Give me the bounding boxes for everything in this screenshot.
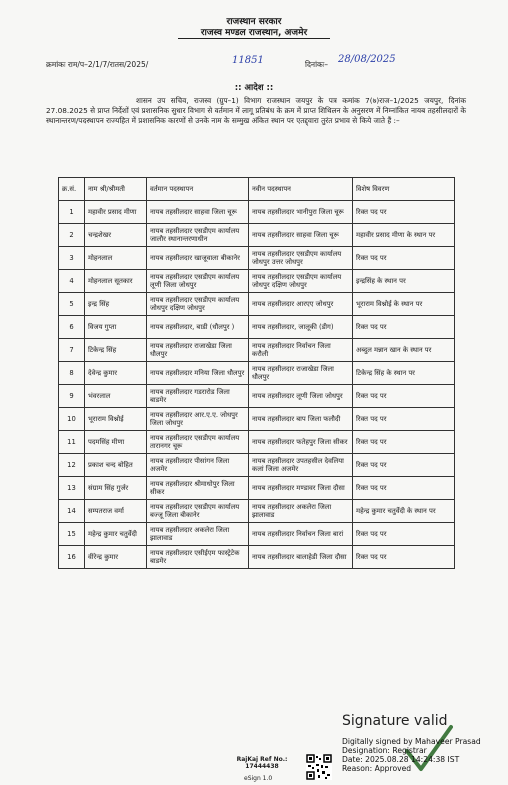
cell-serial: 2 [59,224,85,247]
cell-remarks: इन्द्रसिंह के स्थान पर [353,270,455,293]
cell-serial: 3 [59,247,85,270]
table-row [59,224,455,247]
cell-serial: 8 [59,362,85,385]
table-row [59,270,455,293]
cell-remarks: टिकेन्द्र सिंह के स्थान पर [353,362,455,385]
cell-remarks: रिक्त पद पर [353,454,455,477]
table-row [59,454,455,477]
cell-name: इन्द्र सिंह [85,293,147,316]
cell-new-posting: नायब तहसीलदार बालाहेडी जिला दौसा [249,546,353,569]
cell-name: भूराराम विश्नोई [85,408,147,431]
cell-name: महावीर प्रसाद मीणा [85,201,147,224]
esign-version: eSign 1.0 [244,775,273,782]
col-header-current-posting: वर्तमान पदस्थापन [147,178,249,201]
col-header-serial: क्र.सं. [59,178,85,201]
cell-name: टिकेन्द्र सिंह [85,339,147,362]
table-row [59,316,455,339]
table-row [59,293,455,316]
date-handwritten: 28/08/2025 [338,54,396,65]
order-title: :: आदेश :: [234,83,274,93]
cell-new-posting: नायब तहसीलदार एसडीएम कार्यालय जोधपुर दक्षिण जोधपुर [249,270,353,293]
signature-valid-title: Signature valid [342,713,448,729]
col-header-name: नाम श्री/श्रीमती [85,178,147,201]
table-row [59,201,455,224]
cell-current-posting: नायब तहसीलदार एसडीएम कार्यालय जोधपुर दक्षिण जोधपुर [147,293,249,316]
qr-code-icon [306,754,332,780]
cell-new-posting: नायब तहसीलदार एसडीएम कार्यालय जोधपुर उत्तर जोधपुर [249,247,353,270]
cell-name: पदमसिंह मीणा [85,431,147,454]
cell-serial: 7 [59,339,85,362]
rajkaj-ref-label: RajKaj Ref No.: [236,756,288,763]
cell-serial: 11 [59,431,85,454]
cell-new-posting: नायब तहसीलदार भानीपुरा जिला चूरू [249,201,353,224]
cell-current-posting: नायब तहसीलदार राजाखेडा जिला धौलपुर [147,339,249,362]
table-row [59,500,455,523]
cell-new-posting: नायब तहसीलदार राजाखेडा जिला धौलपुर [249,362,353,385]
cell-remarks: भूराराम विश्नोई के स्थान पर [353,293,455,316]
cell-serial: 16 [59,546,85,569]
cell-remarks: रिक्त पद पर [353,316,455,339]
cell-new-posting: नायब तहसीलदार अकलेरा जिला झालावाड [249,500,353,523]
cell-serial: 15 [59,523,85,546]
cell-remarks: रिक्त पद पर [353,247,455,270]
reference-number-handwritten: 11851 [232,55,264,66]
cell-current-posting: नायब तहसीलदार एसीईएम फास्ट्रेटेक बाडमेर [147,546,249,569]
digital-signature-block [337,713,507,783]
cell-current-posting: नायब तहसीलदार अकलेरा जिला झालावाड [147,523,249,546]
rajkaj-reference [232,756,292,770]
cell-name: संग्राम सिंह गुर्जर [85,477,147,500]
header-underline [178,38,330,39]
col-header-remarks: विशेष विवरण [353,178,455,201]
cell-remarks: रिक्त पद पर [353,546,455,569]
table-row [59,546,455,569]
cell-remarks: रिक्त पद पर [353,201,455,224]
cell-name: महेन्द्र कुमार चतुर्वेदी [85,523,147,546]
cell-new-posting: नायब तहसीलदार साहवा जिला चूरू [249,224,353,247]
cell-new-posting: नायब तहसीलदार निर्वाचन जिला बारां [249,523,353,546]
header-board: राजस्व मण्डल राजस्थान, अजमेर [200,28,308,38]
cell-name: भंवरलाल [85,385,147,408]
cell-serial: 5 [59,293,85,316]
table-row [59,362,455,385]
date-label: दिनांकः– [305,60,329,69]
cell-current-posting: नायब तहसीलदार श्रीमाधोपुर जिला सीकर [147,477,249,500]
cell-current-posting: नायब तहसीलदार एसडीएम कार्यालय तारानगर चूरू [147,431,249,454]
cell-remarks: महेन्द्र कुमार चतुर्वेदी के स्थान पर [353,500,455,523]
cell-remarks: महावीर प्रसाद मीणा के स्थान पर [353,224,455,247]
cell-current-posting: नायब तहसीलदार एसडीएम कार्यालय लूणी जिला जोधपुर [147,270,249,293]
signature-signer: Digitally signed by Mahaveer Prasad [342,737,481,746]
cell-name: प्रकाश चन्द बोहित [85,454,147,477]
cell-serial: 9 [59,385,85,408]
cell-new-posting: नायब तहसीलदार निर्वाचन जिला करौली [249,339,353,362]
cell-remarks: रिक्त पद पर [353,385,455,408]
cell-name: चन्द्रशेखर [85,224,147,247]
cell-serial: 1 [59,201,85,224]
cell-current-posting: नायब तहसीलदार खाजूवाला बीकानेर [147,247,249,270]
cell-serial: 4 [59,270,85,293]
cell-new-posting: नायब तहसीलदार उपतहसील देवलिया कलां जिला अजमेर [249,454,353,477]
cell-remarks: रिक्त पद पर [353,408,455,431]
cell-serial: 10 [59,408,85,431]
cell-new-posting: नायब तहसीलदार, जालूकी (डीग) [249,316,353,339]
signature-designation: Designation: Registrar [342,746,427,755]
cell-new-posting: नायब तहसीलदार लूणी जिला जोधपुर [249,385,353,408]
reference-number-label: क्रमांकः राम/प–2/1/7/रातस/2025/ [46,60,149,69]
signature-reason: Reason: Approved [342,764,412,773]
cell-serial: 6 [59,316,85,339]
signature-date: Date: 2025.08.28 14:24:38 IST [342,755,460,764]
col-header-new-posting: नवीन पदस्थापन [249,178,353,201]
cell-name: मोहनलाल [85,247,147,270]
cell-new-posting: नायब तहसीलदार मण्डावर जिला दौसा [249,477,353,500]
table-header-row [59,178,455,201]
table-body [59,201,455,569]
cell-current-posting: नायब तहसीलदार एसडीएम कार्यालय बज्जू जिला बीकानेर [147,500,249,523]
order-body-paragraph: शासन उप सचिव, राजस्व (ग्रुप–1) विभाग राजस्थान जयपुर के पत्र कमांक 7(७)राज–1/2025 जयपुर, दिनांक 27.08.2025 से प्राप्त निर्देशों एवं प्रशासनिक सुधार विभाग से वर्तमान में लागू प्रतिबंध के क्रम में प्राप्त शिथिलन के अनुसरण में निम्नांकित नायब तहसीलदारों के स्थानान्तरण/पदस्थापन राज्यहित में प्रशासनिक कारणों से उनके नाम के सम्मुख अंकित स्थान पर एतद्द्वारा तुरंत प्रभाव से किये जाते हैं :– [46,96,466,125]
table-row [59,523,455,546]
cell-new-posting: नायब तहसीलदार बाप जिला फलौदी [249,408,353,431]
cell-new-posting: नायब तहसीलदार फतेहपुर जिला सीकर [249,431,353,454]
cell-serial: 12 [59,454,85,477]
cell-current-posting: नायब तहसीलदार साहवा जिला चूरू [147,201,249,224]
cell-current-posting: नायब तहसीलदार, बाडी (धौलपुर ) [147,316,249,339]
table-row [59,247,455,270]
table-row [59,385,455,408]
cell-remarks: रिक्त पद पर [353,477,455,500]
cell-name: वीरेन्द्र कुमार [85,546,147,569]
table-row [59,339,455,362]
cell-serial: 14 [59,500,85,523]
cell-current-posting: नायब तहसीलदार गडरारोड जिला बाडमेर [147,385,249,408]
cell-current-posting: नायब तहसीलदार एसडीएम कार्यालय जालौर स्थानान्तरणाधीन [147,224,249,247]
cell-remarks: रिक्त पद पर [353,431,455,454]
rajkaj-ref-number: 17444438 [245,763,279,770]
cell-current-posting: नायब तहसीलदार पीसांगन जिला अजमेर [147,454,249,477]
cell-current-posting: नायब तहसीलदार मनिया जिला धौलपुर [147,362,249,385]
cell-name: देवेन्द्र कुमार [85,362,147,385]
header-government: राजस्थान सरकार [226,17,282,27]
cell-serial: 13 [59,477,85,500]
cell-remarks: रिक्त पद पर [353,523,455,546]
cell-current-posting: नायब तहसीलदार आर.ए.ए. जोधपुर जिला जोधपुर [147,408,249,431]
cell-name: विजय गुप्ता [85,316,147,339]
cell-remarks: अब्दुल मन्नान खान के स्थान पर [353,339,455,362]
cell-name: मोहनलाल सूतकार [85,270,147,293]
table-row [59,431,455,454]
cell-new-posting: नायब तहसीलदार आरएए जोधपुर [249,293,353,316]
table-row [59,408,455,431]
transfer-table [58,177,455,569]
table-row [59,477,455,500]
cell-name: सम्पतराज वर्मा [85,500,147,523]
